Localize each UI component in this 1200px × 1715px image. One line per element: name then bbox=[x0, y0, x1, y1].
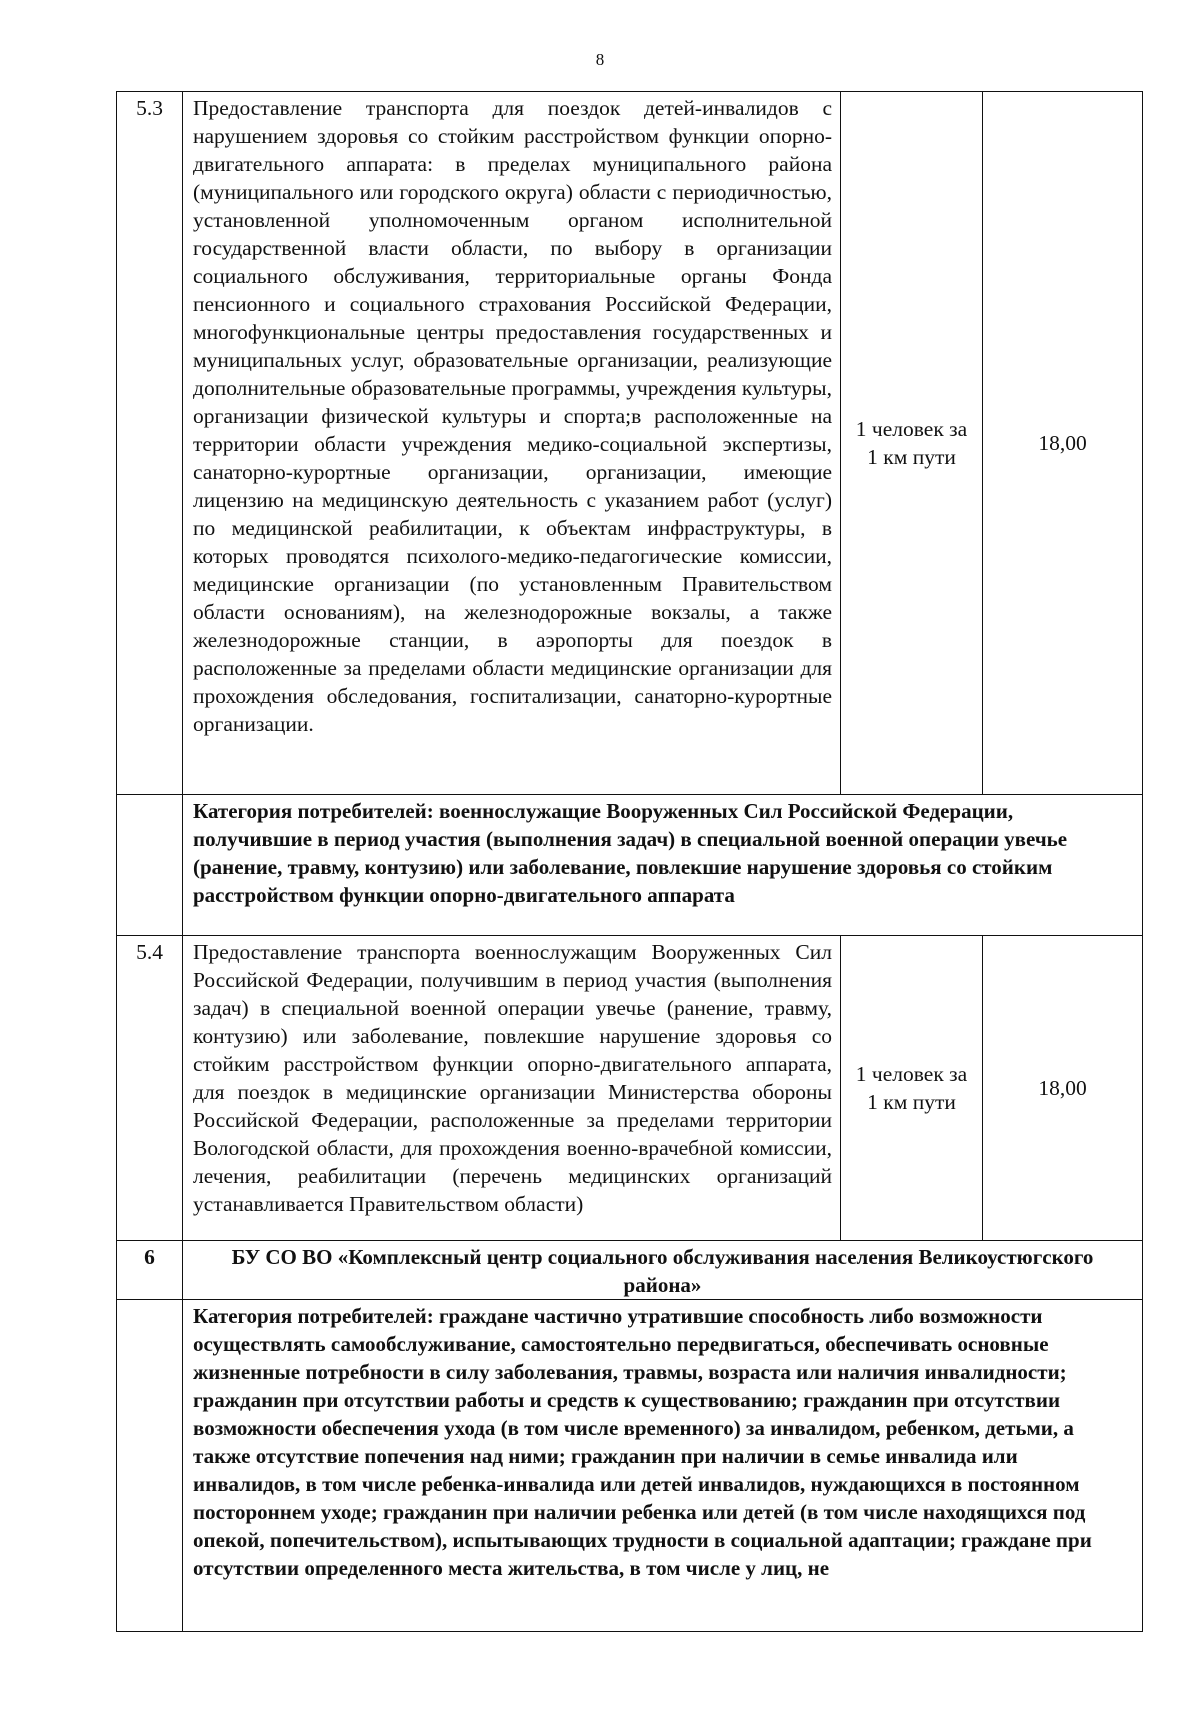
row-number-cell bbox=[117, 92, 183, 795]
consumer-category: Категория потребителей: граждане частично утратившие способность либо возможности осуществлять самообслуживание, самостоятельно передвигаться, обеспечивать основные жизненные потребности в силу заболевания, травмы, возраста или наличия инвалидности; гражданин при отсутствии работы и средств к существованию; гражданин при отсутствии возможности обеспечения ухода (в том числе временного) за инвалидом, ребенком, детьми, а также отсутствие попечения над ними; гражданин при наличии в семье инвалида или инвалидов, в том числе ребенка-инвалида или детей инвалидов, нуждающихся в постоянном постороннем уходе; гражданин при наличии ребенка или детей (в том числе находящихся под опекой, попечительством), испытывающих трудности в социальной адаптации; граждане при отсутствии определенного места жительства, в том числе у лиц, не bbox=[193, 1304, 1092, 1580]
row-number: 5.3 bbox=[136, 96, 163, 120]
organization-cell bbox=[183, 1241, 1143, 1300]
unit-of-measure: 1 человек за 1 км пути bbox=[855, 417, 968, 469]
unit-of-measure: 1 человек за 1 км пути bbox=[855, 1062, 968, 1114]
table-row-category bbox=[117, 1300, 1143, 1632]
category-cell bbox=[183, 1300, 1143, 1632]
row-number: 5.4 bbox=[136, 940, 163, 964]
tariff-value: 18,00 bbox=[1038, 1076, 1087, 1100]
tariff-table bbox=[116, 91, 1143, 1632]
organization-name: БУ СО ВО «Комплексный центр социального обслуживания населения Великоустюгского района» bbox=[231, 1245, 1094, 1297]
table-row-organization bbox=[117, 1241, 1143, 1300]
price-cell bbox=[983, 936, 1143, 1241]
service-description: Предоставление транспорта для поездок детей-инвалидов с нарушением здоровья со стойким расстройством функции опорно-двигательного аппарата: в пределах муниципального района (муниципального или городского округа) области с периодичностью, установленной уполномоченным органом исполнительной государственной власти области, по выбору в организации социального обслуживания, территориальные органы Фонда пенсионного и социального страхования Российской Федерации, многофункциональные центры предоставления государственных и муниципальных услуг, образовательные организации, реализующие дополнительные образовательные программы, учреждения культуры, организации физической культуры и спорта;в расположенные на территории области учреждения медико-социальной экспертизы, санаторно-курортные организации, организации, имеющие лицензию на медицинскую деятельность с указанием работ (услуг) по медицинской реабилитации, к объектам инфраструктуры, в которых проводятся психолого-медико-педагогические комиссии, медицинские организации (по установленным Правительством области основаниям), на железнодорожные вокзалы, а также железнодорожные станции, в аэропорты для поездок в расположенные за пределами области медицинские организации для прохождения обследования, госпитализации, санаторно-курортные организации. bbox=[193, 96, 832, 736]
org-number: 6 bbox=[144, 1245, 155, 1269]
unit-cell bbox=[841, 92, 983, 795]
empty-number-cell bbox=[117, 1300, 183, 1632]
row-number-cell bbox=[117, 936, 183, 1241]
price-cell bbox=[983, 92, 1143, 795]
consumer-category: Категория потребителей: военнослужащие Вооруженных Сил Российской Федерации, получившие в период участия (выполнения задач) в специальной военной операции увечье (ранение, травму, контузию) или заболевание, повлекшие нарушение здоровья со стойким расстройством функции опорно-двигательного аппарата bbox=[193, 799, 1068, 907]
table-row-5-4 bbox=[117, 936, 1143, 1241]
empty-number-cell bbox=[117, 795, 183, 936]
org-number-cell bbox=[117, 1241, 183, 1300]
service-description: Предоставление транспорта военнослужащим Вооруженных Сил Российской Федерации, получившим в период участия (выполнения задач) в специальной военной операции увечье (ранение, травму, контузию) или заболевание, повлекшие нарушение здоровья со стойким расстройством функции опорно-двигательного аппарата, для поездок в медицинские организации Министерства обороны Российской Федерации, расположенные за пределами территории Вологодской области, для прохождения военно-врачебной комиссии, лечения, реабилитации (перечень медицинских организаций устанавливается Правительством области) bbox=[193, 940, 832, 1216]
page-number: 8 bbox=[595, 50, 605, 69]
unit-cell bbox=[841, 936, 983, 1241]
table-row-5-3 bbox=[117, 92, 1143, 795]
category-cell bbox=[183, 795, 1143, 936]
table-row-category bbox=[117, 795, 1143, 936]
service-description-cell bbox=[183, 936, 841, 1241]
service-description-cell bbox=[183, 92, 841, 795]
tariff-value: 18,00 bbox=[1038, 431, 1087, 455]
